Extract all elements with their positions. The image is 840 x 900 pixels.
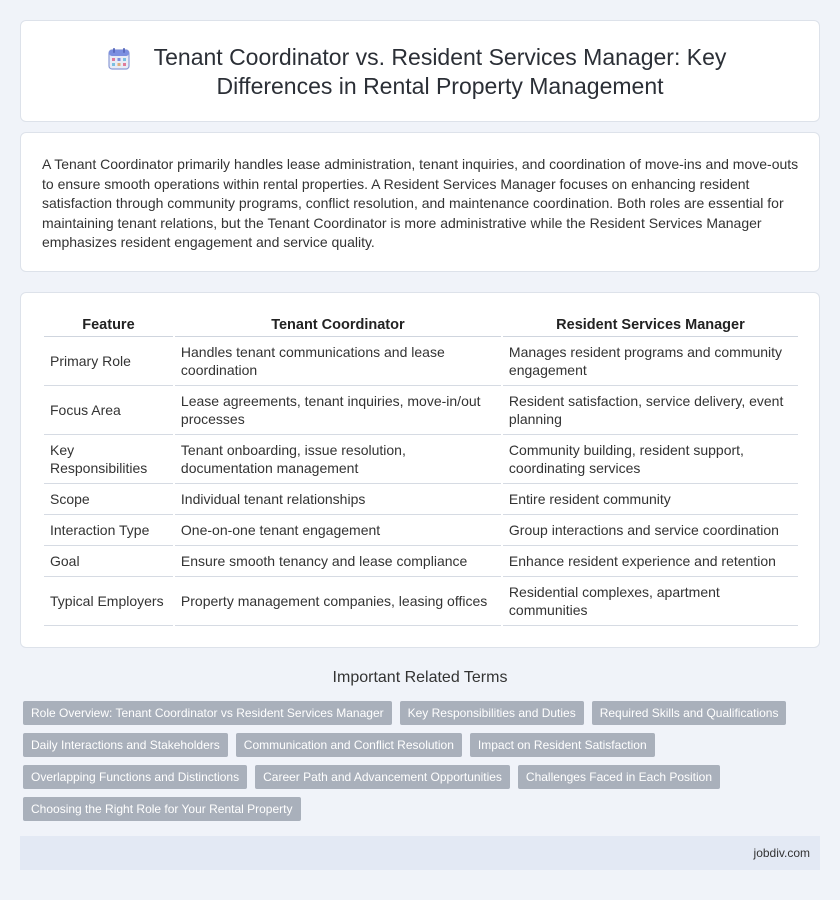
feature-cell: Key Responsibilities — [44, 435, 173, 484]
related-term-tag[interactable]: Career Path and Advancement Opportunities — [255, 765, 510, 789]
related-term-tag[interactable]: Key Responsibilities and Duties — [400, 701, 584, 725]
resident-services-manager-cell: Resident satisfaction, service delivery, event planning — [503, 386, 798, 435]
related-terms-tags — [23, 701, 813, 821]
tenant-coordinator-cell: Individual tenant relationships — [175, 484, 501, 515]
related-term-tag[interactable]: Challenges Faced in Each Position — [518, 765, 720, 789]
related-terms-heading: Important Related Terms — [332, 669, 508, 686]
related-term-tag[interactable]: Daily Interactions and Stakeholders — [23, 733, 228, 757]
feature-cell: Typical Employers — [44, 577, 173, 626]
table-row — [44, 337, 798, 386]
related-term-tag[interactable]: Impact on Resident Satisfaction — [470, 733, 655, 757]
calendar-icon — [107, 47, 131, 71]
feature-cell: Focus Area — [44, 386, 173, 435]
related-term-tag[interactable]: Role Overview: Tenant Coordinator vs Resident Services Manager — [23, 701, 392, 725]
tenant-coordinator-cell: Ensure smooth tenancy and lease compliance — [175, 546, 501, 577]
comparison-table-card — [20, 292, 820, 648]
feature-cell: Goal — [44, 546, 173, 577]
table-header-row — [44, 315, 798, 337]
header-feature: Feature — [44, 315, 173, 337]
resident-services-manager-cell: Manages resident programs and community engagement — [503, 337, 798, 386]
comparison-table — [42, 315, 800, 626]
feature-cell: Scope — [44, 484, 173, 515]
related-term-tag[interactable]: Choosing the Right Role for Your Rental Property — [23, 797, 301, 821]
header-tenant-coordinator: Tenant Coordinator — [175, 315, 501, 337]
title-wrap — [21, 43, 819, 101]
related-term-tag[interactable]: Required Skills and Qualifications — [592, 701, 787, 725]
tenant-coordinator-cell: Handles tenant communications and lease coordination — [175, 337, 501, 386]
footer — [20, 836, 820, 870]
table-row — [44, 484, 798, 515]
table-row — [44, 546, 798, 577]
resident-services-manager-cell: Community building, resident support, coordinating services — [503, 435, 798, 484]
tenant-coordinator-cell: One-on-one tenant engagement — [175, 515, 501, 546]
tenant-coordinator-cell: Property management companies, leasing offices — [175, 577, 501, 626]
summary-card — [20, 132, 820, 272]
resident-services-manager-cell: Group interactions and service coordination — [503, 515, 798, 546]
table-row — [44, 435, 798, 484]
footer-site-link[interactable]: jobdiv.com — [753, 846, 810, 860]
table-row — [44, 386, 798, 435]
tenant-coordinator-cell: Tenant onboarding, issue resolution, documentation management — [175, 435, 501, 484]
resident-services-manager-cell: Enhance resident experience and retention — [503, 546, 798, 577]
table-row — [44, 577, 798, 626]
related-term-tag[interactable]: Overlapping Functions and Distinctions — [23, 765, 247, 789]
table-row — [44, 515, 798, 546]
resident-services-manager-cell: Residential complexes, apartment communities — [503, 577, 798, 626]
title-card — [20, 20, 820, 122]
feature-cell: Interaction Type — [44, 515, 173, 546]
related-term-tag[interactable]: Communication and Conflict Resolution — [236, 733, 462, 757]
tenant-coordinator-cell: Lease agreements, tenant inquiries, move-in/out processes — [175, 386, 501, 435]
header-resident-services-manager: Resident Services Manager — [503, 315, 798, 337]
page-title: Tenant Coordinator vs. Resident Services Manager: Key Differences in Rental Property Management — [153, 44, 727, 99]
feature-cell: Primary Role — [44, 337, 173, 386]
resident-services-manager-cell: Entire resident community — [503, 484, 798, 515]
summary-paragraph: A Tenant Coordinator primarily handles lease administration, tenant inquiries, and coordination of move-ins and move-outs to ensure smooth operations within rental properties. A Resident Services Manager focuses on enhancing resident satisfaction through community programs, conflict resolution, and maintenance coordination. Both roles are essential for maintaining tenant relations, but the Tenant Coordinator is more administrative while the Resident Services Manager emphasizes resident engagement and service quality. — [42, 156, 799, 250]
